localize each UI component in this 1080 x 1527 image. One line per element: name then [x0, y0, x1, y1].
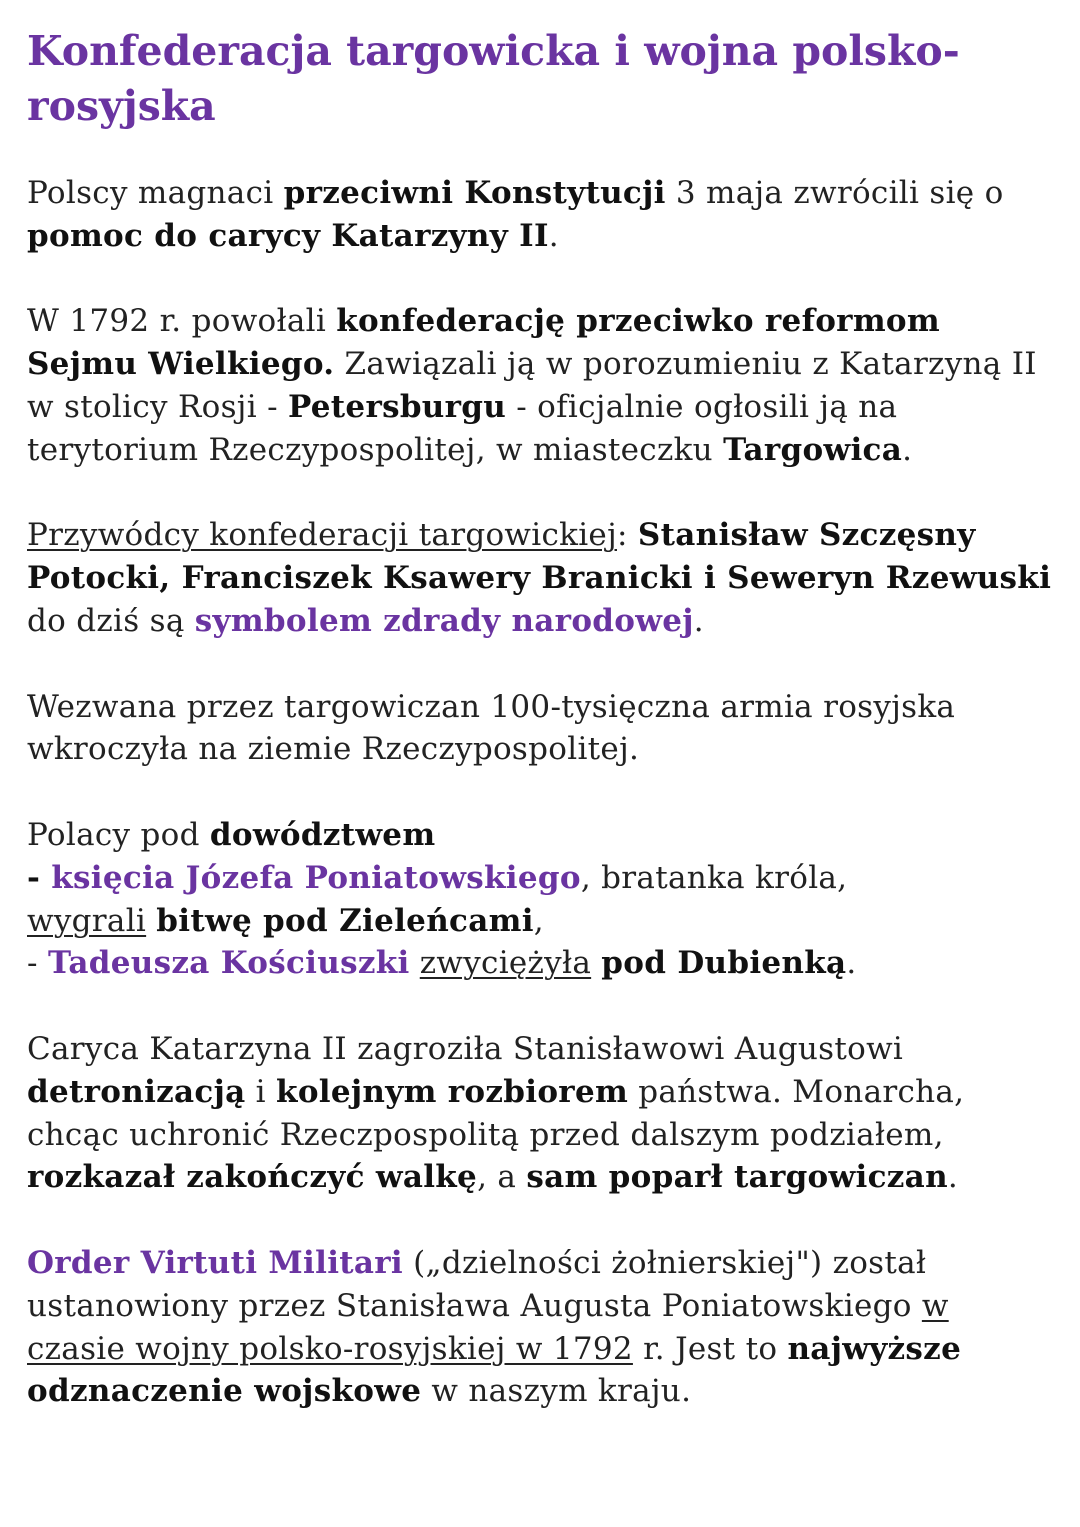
text: Polscy magnaci	[27, 175, 284, 211]
text	[146, 903, 156, 939]
paragraph-magnates	[27, 172, 1056, 258]
underlined-text: Przywódcy konfederacji targowickiej	[27, 517, 617, 554]
text: Polacy pod	[27, 816, 210, 853]
underlined-text: w czasie wojny polsko-rosyjskiej w 1792	[27, 1287, 949, 1367]
dash: -	[27, 859, 52, 896]
text: ,	[533, 902, 544, 939]
text: 3 maja zwrócili się o	[665, 175, 1004, 211]
underlined-text: wygrali	[27, 902, 147, 939]
text: („dzielności żołnierskiej") został ustanowiony przez Stanisława Augusta Poniatowskiego	[27, 1244, 927, 1324]
bold-text: dowództwem	[209, 816, 436, 853]
text	[410, 945, 420, 981]
text: - oficjalnie ogłosili ją na terytorium Rzeczypospolitej, w miasteczku	[27, 388, 898, 468]
bold-text: detronizacją	[27, 1073, 246, 1110]
text: państwa. Monarcha, chcąc uchronić Rzeczpospolitą przed dalszym podziałem,	[27, 1073, 965, 1153]
bold-text: rozkazał zakończyć walkę	[27, 1159, 478, 1196]
highlight-text: symbolem zdrady narodowej	[194, 602, 694, 639]
text: Zawiązali ją w porozumieniu z Katarzyną II w stolicy Rosji -	[27, 346, 1037, 425]
bold-text: pomoc do carycy Katarzyny II	[27, 217, 549, 254]
text: r. Jest to	[632, 1330, 788, 1367]
text: W 1792 r. powołali	[27, 303, 337, 340]
text: Wezwana przez targowiczan 100-tysięczna armia rosyjska wkroczyła na ziemie Rzeczypospolitej.	[27, 688, 956, 768]
bold-text: bitwę pod Zieleńcami	[156, 902, 534, 939]
bold-text: konfederację przeciwko reformom Sejmu Wielkiego.	[27, 303, 940, 383]
highlight-text: księcia Józefa Poniatowskiego	[51, 859, 581, 896]
text: , bratanka króla,	[580, 859, 848, 896]
bold-text: najwyższe odznaczenie wojskowe	[27, 1330, 962, 1410]
text: i	[245, 1073, 277, 1110]
text: , a	[477, 1159, 527, 1196]
bold-text: przeciwni Konstytucji	[283, 175, 666, 211]
bold-text: Petersburgu	[288, 388, 507, 425]
text	[591, 945, 601, 981]
page-title: Konfederacja targowicka i wojna polsko-rosyjska	[27, 27, 960, 130]
paragraph-monarch	[27, 1028, 1056, 1199]
paragraph-order	[27, 1242, 1056, 1413]
text: .	[548, 217, 559, 254]
paragraph-confederation	[27, 300, 1056, 471]
bold-text: sam poparł targowiczan	[526, 1159, 948, 1196]
text: do dziś są	[27, 602, 195, 639]
text: .	[947, 1159, 959, 1196]
paragraph-army	[27, 686, 1056, 772]
text: .	[902, 431, 913, 468]
bold-text: pod Dubienką	[601, 945, 847, 982]
text: .	[846, 945, 857, 982]
bold-text: kolejnym rozbiorem	[276, 1073, 629, 1110]
paragraph-battles	[27, 814, 1056, 985]
bold-text: Targowica	[723, 431, 903, 468]
dash: -	[27, 945, 48, 982]
text: Caryca Katarzyna II zagroziła Stanisławowi Augustowi	[27, 1030, 904, 1067]
underlined-text: zwyciężyła	[419, 945, 592, 982]
text: w naszym kraju.	[421, 1373, 692, 1410]
highlight-text: Order Virtuti Militari	[27, 1244, 403, 1281]
paragraph-leaders	[27, 514, 1056, 642]
bold-text: Stanisław Szczęsny Potocki, Franciszek Ksawery Branicki i Seweryn Rzewuski	[27, 517, 1052, 597]
note-body	[27, 172, 1056, 1413]
text: :	[617, 517, 638, 554]
text: .	[693, 602, 704, 639]
highlight-text: Tadeusza Kościuszki	[47, 945, 410, 982]
